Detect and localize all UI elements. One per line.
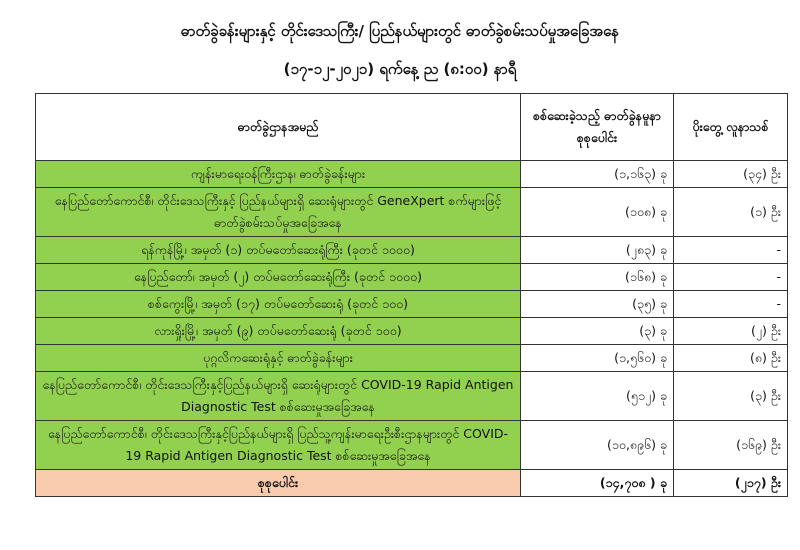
tests-count: (၁,၁၆၃) ခု [521, 161, 674, 188]
tests-count: (၁၀,၈၉၆) ခု [521, 421, 674, 470]
positives-count: - [674, 264, 788, 291]
lab-name: စစ်ကွေးမြို့၊ အမှတ် (၁၇) တပ်မတော်ဆေးရုံ (ခုတင် ၁၀၀) [36, 291, 521, 318]
lab-name: ရန်ကုန်မြို့၊ အမှတ် (၁) တပ်မတော်ဆေးရုံကြီး (ခုတင် ၁၀၀၀) [36, 237, 521, 264]
table-row [36, 264, 788, 291]
positives-count: (၂) ဦး [674, 318, 788, 345]
table-row [36, 188, 788, 237]
lab-name: နေပြည်တော်၊ အမှတ် (၂) တပ်မတော်ဆေးရုံကြီး (ခုတင် ၁၀၀၀) [36, 264, 521, 291]
table-row [36, 237, 788, 264]
table-row [36, 345, 788, 372]
total-tests: (၁၄,၇၀၈ ) ခု [521, 470, 674, 497]
table-row [36, 161, 788, 188]
total-positives: (၂၁၇) ဦး [674, 470, 788, 497]
lab-name: လားရှိုးမြို့၊ အမှတ် (၉) တပ်မတော်ဆေးရုံ (ခုတင် ၁၀၀) [36, 318, 521, 345]
tests-count: (၃၅) ခု [521, 291, 674, 318]
report-title: ဓာတ်ခွဲခန်းများနှင့် တိုင်းဒေသကြီး/ ပြည်နယ်များတွင် ဓာတ်ခွဲစမ်းသပ်မှုအခြေအနေ [180, 22, 620, 40]
header-new-positives: ပိုးတွေ့ လူနာသစ် [674, 94, 788, 161]
tests-count: (၁၆၈) ခု [521, 264, 674, 291]
positives-count: - [674, 291, 788, 318]
header-lab-name: ဓာတ်ခွဲဌာနအမည် [36, 94, 521, 161]
tests-count: (၂၈၃) ခု [521, 237, 674, 264]
table-row [36, 318, 788, 345]
positives-count: - [674, 237, 788, 264]
positives-count: (၃) ဦး [674, 372, 788, 421]
positives-count: (၃၄) ဦး [674, 161, 788, 188]
table-row [36, 372, 788, 421]
lab-name: နေပြည်တော်ကောင်စီ၊ တိုင်းဒေသကြီးနှင့် ပြည်နယ်များရှိ ဆေးရုံများတွင် GeneXpert စက်များဖြင့် ဓာတ်ခွဲစမ်းသပ်မှုအခြေအနေ [36, 188, 521, 237]
tests-count: (၃) ခု [521, 318, 674, 345]
lab-name: ပုဂ္ဂလိကဆေးရုံနှင့် ဓာတ်ခွဲခန်းများ [36, 345, 521, 372]
tests-count: (၅၁၂) ခု [521, 372, 674, 421]
lab-name: နေပြည်တော်ကောင်စီ၊ တိုင်းဒေသကြီးနှင့်ပြည်နယ်များရှိ ပြည်သူ့ကျန်းမာရေးဦးစီးဌာနများတွင် COVID-19 Rapid Antigen Diagnostic Test စစ်ဆေးမှုအခြေအနေ [36, 421, 521, 470]
total-label: စုစုပေါင်း [36, 470, 521, 497]
table-row [36, 421, 788, 470]
header-total-tests: စစ်ဆေးခဲ့သည့် ဓာတ်ခွဲနမူနာ စုစုပေါင်း [521, 94, 674, 161]
lab-name: နေပြည်တော်ကောင်စီ၊ တိုင်းဒေသကြီးနှင့်ပြည်နယ်များရှိ ဆေးရုံများတွင် COVID-19 Rapid Antigen Diagnostic Test စစ်ဆေးမှုအခြေအနေ [36, 372, 521, 421]
positives-count: (၈) ဦး [674, 345, 788, 372]
tests-count: (၁,၅၆၀) ခု [521, 345, 674, 372]
report-date: (၁၇-၁၂-၂၀၂၁) ရက်နေ့ ည (၈:၀၀) နာရီ [283, 60, 517, 78]
total-row [36, 470, 788, 497]
positives-count: (၁) ဦး [674, 188, 788, 237]
table-row [36, 291, 788, 318]
positives-count: (၁၆၉) ဦး [674, 421, 788, 470]
lab-name: ကျန်းမာရေးဝန်ကြီးဌာန၊ ဓာတ်ခွဲခန်းများ [36, 161, 521, 188]
header-row [36, 94, 788, 161]
tests-count: (၁၀၈) ခု [521, 188, 674, 237]
testing-table [35, 93, 788, 497]
